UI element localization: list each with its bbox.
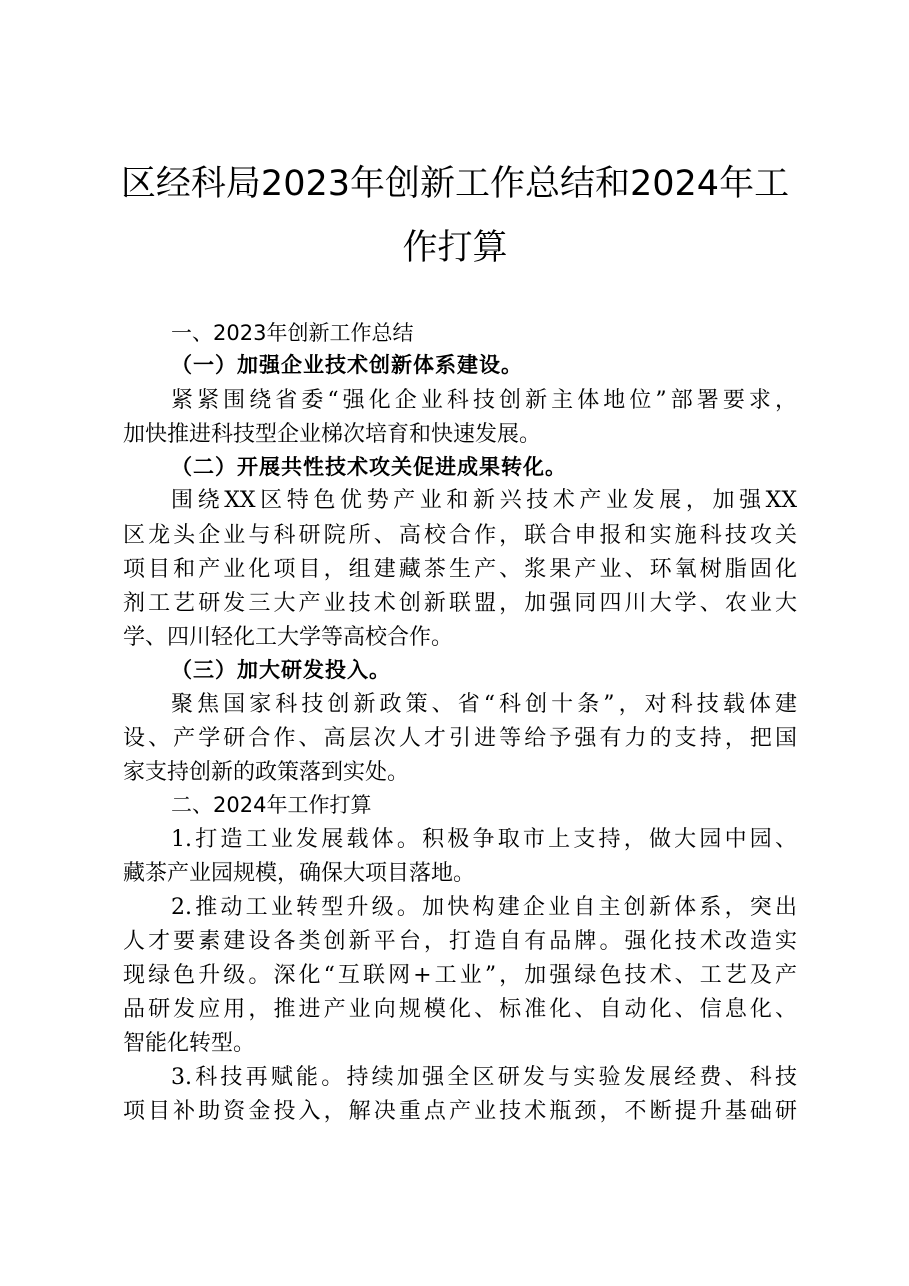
- paragraph-line: 区龙头企业与科研院所、高校合作，联合申报和实施科技攻关: [123, 523, 797, 548]
- paragraph-line: 项目和产业化项目，组建藏茶生产、浆果产业、环氧树脂固化: [123, 557, 797, 582]
- section-1-heading: 一、2023年创新工作总结: [171, 321, 414, 345]
- subsection-2-heading: （二）开展共性技术攻关促进成果转化。: [171, 454, 567, 479]
- paragraph-line: 剂工艺研发三大产业技术创新联盟，加强同四川大学、农业大: [123, 591, 797, 616]
- paragraph-line: 家支持创新的政策落到实处。: [123, 760, 410, 785]
- subsection-3-heading: （三）加大研发投入。: [171, 657, 391, 682]
- paragraph-line: 学、四川轻化工大学等高校合作。: [123, 625, 454, 650]
- paragraph-line: 智能化转型。: [123, 1031, 256, 1056]
- paragraph-line: 项目补助资金投入，解决重点产业技术瓶颈，不断提升基础研: [123, 1099, 797, 1124]
- paragraph-line: 现绿色升级。深化“互联网+工业”，加强绿色技术、工艺及产: [123, 963, 797, 988]
- paragraph-line: 2.推动工业转型升级。加快构建企业自主创新体系，突出: [171, 895, 797, 920]
- subsection-1-heading: （一）加强企业技术创新体系建设。: [171, 352, 523, 377]
- paragraph-line: 围绕XX区特色优势产业和新兴技术产业发展，加强XX: [171, 488, 797, 513]
- paragraph-line: 聚焦国家科技创新政策、省“科创十条”，对科技载体建: [171, 692, 797, 717]
- document-title-line-1: 区经科局2023年创新工作总结和2024年工: [120, 164, 790, 204]
- paragraph-line: 设、产学研合作、高层次人才引进等给予强有力的支持，把国: [123, 726, 797, 751]
- paragraph-line: 加快推进科技型企业梯次培育和快速发展。: [123, 422, 542, 447]
- section-2-heading: 二、2024年工作打算: [171, 793, 372, 817]
- paragraph-line: 3.科技再赋能。持续加强全区研发与实验发展经费、科技: [171, 1065, 797, 1090]
- paragraph-line: 人才要素建设各类创新平台，打造自有品牌。强化技术改造实: [123, 929, 797, 954]
- paragraph-line: 紧紧围绕省委“强化企业科技创新主体地位”部署要求，: [171, 388, 797, 413]
- document-title-line-2: 作打算: [402, 228, 508, 268]
- paragraph-line: 品研发应用，推进产业向规模化、标准化、自动化、信息化、: [123, 997, 797, 1022]
- paragraph-line: 1.打造工业发展载体。积极争取市上支持，做大园中园、: [171, 827, 797, 852]
- paragraph-line: 藏茶产业园规模，确保大项目落地。: [123, 861, 476, 886]
